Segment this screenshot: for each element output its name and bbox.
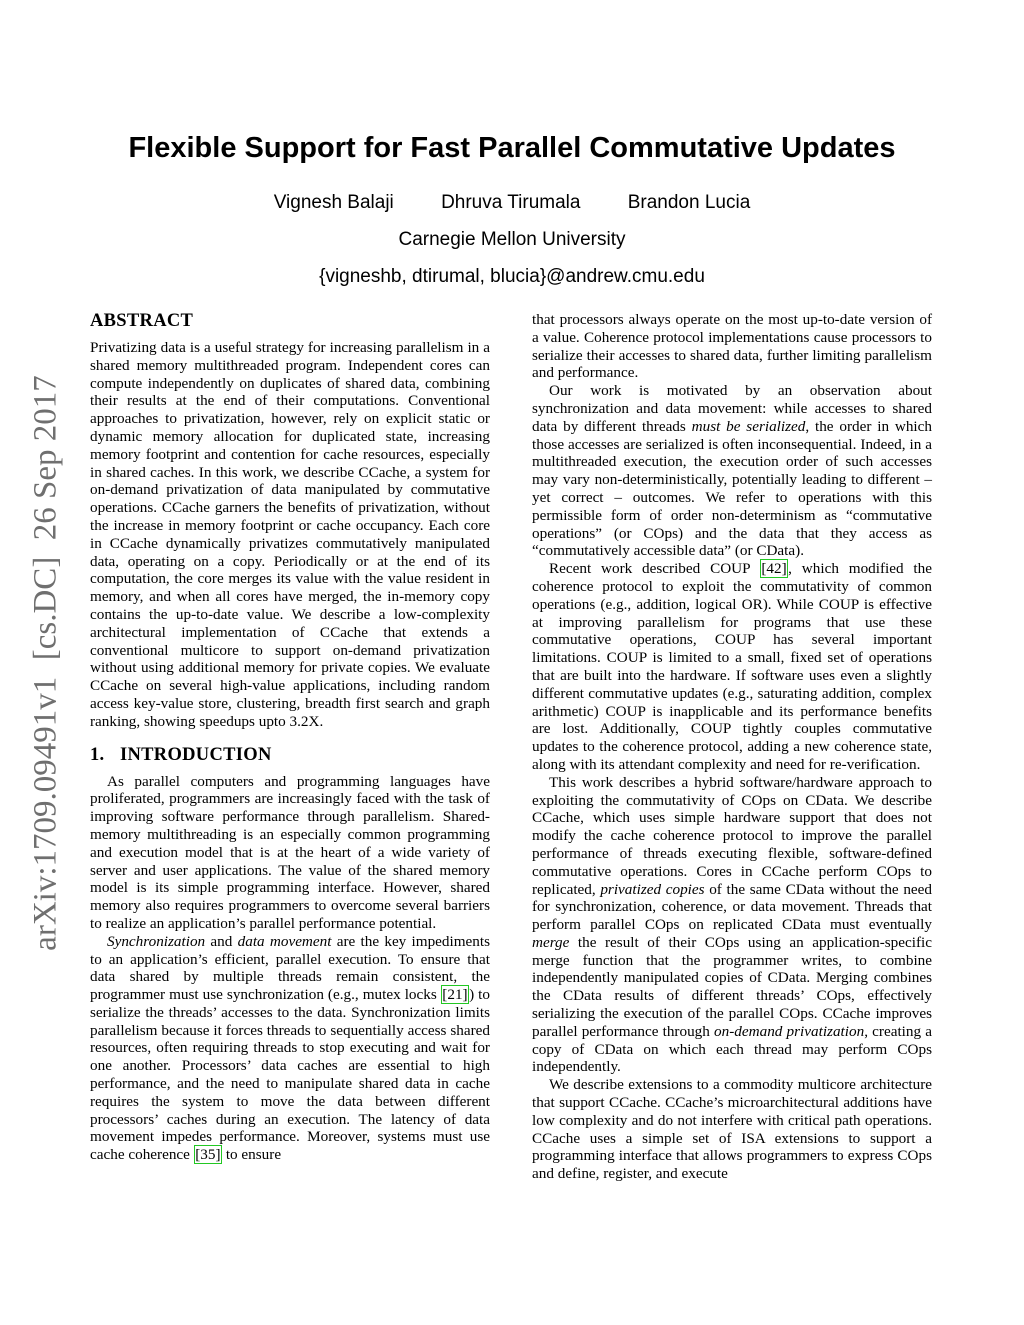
text-segment: , the order in which those accesses are serialized is often inconsequential. Indeed, in a multithreaded execution, the execution order of such accesses may vary non-deterministically, potentially leading to different – yet correct – outcomes. We refer to operations with this permissible form of order non-determinism as “commutative operations” (or COps) and the data that they access as “commutatively accessible data” (or CData).	[532, 417, 932, 560]
author-list	[0, 192, 1024, 214]
abstract-paragraph	[90, 339, 490, 731]
citation-link[interactable]: [42]	[761, 560, 787, 578]
text-segment: the result of their COps using an application-specific merge function that the programmer writes, to combine independently manipulated copies of CData. Merging combines the CData results of different threads’ COps, effectively serializing the execution of the parallel COps. CCache improves parallel performance through	[532, 933, 932, 1040]
italic-text-segment: data movement	[237, 932, 332, 950]
text-segment: ) to serialize the threads’ accesses to the data. Synchronization limits parallelism because it forces threads to sequentially access shared resources, often requiring threads to stop executing and wait for one another. Processors’ data caches are essential to high performance, and the need to manipulate shared data in cache requires the system to move the data between different processors’ caches during an execution. The latency of data movement impedes performance. Moreover, systems must use cache coherence	[90, 986, 490, 1164]
right-paragraph-5	[532, 1076, 932, 1183]
author-name: Brandon Lucia	[627, 192, 751, 213]
right-paragraph-4	[532, 774, 932, 1077]
text-segment: to ensure	[222, 1146, 282, 1164]
text-segment: and	[205, 932, 238, 950]
text-segment: that processors always operate on the most up-to-date version of a value. Coherence protocol implementations cause processors to serialize their accesses to shared data, further limiting parallelism and performance.	[532, 311, 932, 382]
intro-paragraph-2	[90, 933, 490, 1164]
affiliation: Carnegie Mellon University	[398, 229, 626, 250]
email-line: {vigneshb, dtirumal, blucia}@andrew.cmu.edu	[319, 266, 705, 287]
text-segment: Recent work described COUP	[549, 560, 760, 578]
two-column-body	[90, 311, 932, 1183]
text-segment: Privatizing data is a useful strategy for increasing parallelism in a shared memory multithreaded program. Independent cores can compute independently on duplicates of shared data, combining their results at the end of their computations. Conventional approaches to privatization, however, rely on explicit static or dynamic memory allocation for duplicated state, increasing memory footprint and contention for cache resources, especially in shared caches. In this work, we describe CCache, a system for on-demand privatization of data manipulated by commutative operations. CCache garners the benefits of privatization, without the increase in memory footprint or cache occupancy. Each core in CCache dynamically privatizes commutatively manipulated data, operating on a copy. Periodically or at the end of its computation, the core merges its value with the value resident in memory, and when all cores have merged, the in-memory copy contains the up-to-date value. We describe a low-complexity architectural implementation of CCache that extends a conventional multicore to support on-demand privatization without using additional memory for private copies. We evaluate CCache on several high-value applications, including random access key-value store, clustering, breadth first search and graph ranking, showing speedups upto 3.2X.	[90, 339, 490, 730]
right-paragraph-2	[532, 382, 932, 560]
text-segment: This work describes a hybrid software/hardware approach to exploiting the commutativity of COps on CData. We describe CCache, which uses simple hardware support that does not modify the cache coherence protocol to improve the parallel performance of threads executing flexible, software-defined commutative operations. Cores in CCache perform COps to replicated,	[532, 773, 932, 898]
italic-text-segment: must be serialized	[691, 417, 806, 435]
italic-text-segment: merge	[532, 933, 570, 951]
text-segment: are the key impediments to an application’s efficient, parallel execution. To ensure that data shared by multiple threads remain consistent, the programmer must use synchronization (e.g., mutex locks	[90, 932, 491, 1004]
section-number: 1.	[90, 744, 105, 765]
citation-link[interactable]: [35]	[195, 1146, 221, 1164]
text-segment: We describe extensions to a commodity multicore architecture that support CCache. CCache’s microarchitectural additions have low complexity and do not interfere with critical path operations. CCache uses a simple set of ISA extensions to support a programming interface that allows programmers to express COps and define, register, and execute	[532, 1076, 932, 1183]
abstract-heading: ABSTRACT	[90, 311, 194, 331]
text-segment: , creating a copy of CData on which each thread may perform COps independently.	[532, 1022, 932, 1076]
right-column	[532, 311, 932, 1183]
italic-text-segment: on-demand privatization	[714, 1022, 865, 1040]
left-column	[90, 311, 490, 1183]
intro-paragraph-1	[90, 773, 490, 933]
italic-text-segment: privatized copies	[600, 880, 705, 898]
author-name: Vignesh Balaji	[273, 192, 394, 213]
text-segment: of the same CData without the need for synchronization, coherence, or data movement. Threads that perform parallel COps on replicated CData must eventually	[532, 880, 932, 934]
citation-link[interactable]: [21]	[442, 986, 468, 1004]
arxiv-watermark: arXiv:1709.09491v1 [cs.DC] 26 Sep 2017	[27, 375, 64, 951]
text-segment: , which modified the coherence protocol to exploit the commutativity of common operations (e.g., addition, logical OR). While COUP is effective at improving parallelism for programs that use these commutative operations, COUP has several important limitations. COUP is limited to a small, fixed set of operations that are built into the hardware. If software uses even a slightly different commutative updates (e.g., saturating addition, complex arithmetic) COUP is inapplicable and its performance benefits are lost. Additionally, COUP tightly couples commutative updates to the coherence protocol, adding a new coherence state, along with its attendant complexity and need for re-verification.	[532, 560, 932, 773]
introduction-heading	[90, 745, 490, 766]
text-segment: As parallel computers and programming languages have proliferated, programmers are increasingly faced with the task of improving software performance through parallelism. Shared-memory multithreading is an especially common programming and execution model that is at the heart of a wide variety of server and user applications. The value of the shared memory model is its simple programming interface. However, shared memory also requires programmers to overcome several barriers to realize an application’s parallel performance potential.	[90, 772, 490, 932]
text-segment: Our work is motivated by an observation about synchronization and data movement: while accesses to shared data by different threads	[532, 382, 932, 435]
paper-title: Flexible Support for Fast Parallel Commutative Updates	[128, 132, 896, 164]
section-title: INTRODUCTION	[120, 744, 272, 765]
right-paragraph-1	[532, 311, 932, 382]
author-name: Dhruva Tirumala	[441, 192, 581, 213]
right-paragraph-3	[532, 560, 932, 774]
italic-text-segment: Synchronization	[107, 932, 206, 950]
